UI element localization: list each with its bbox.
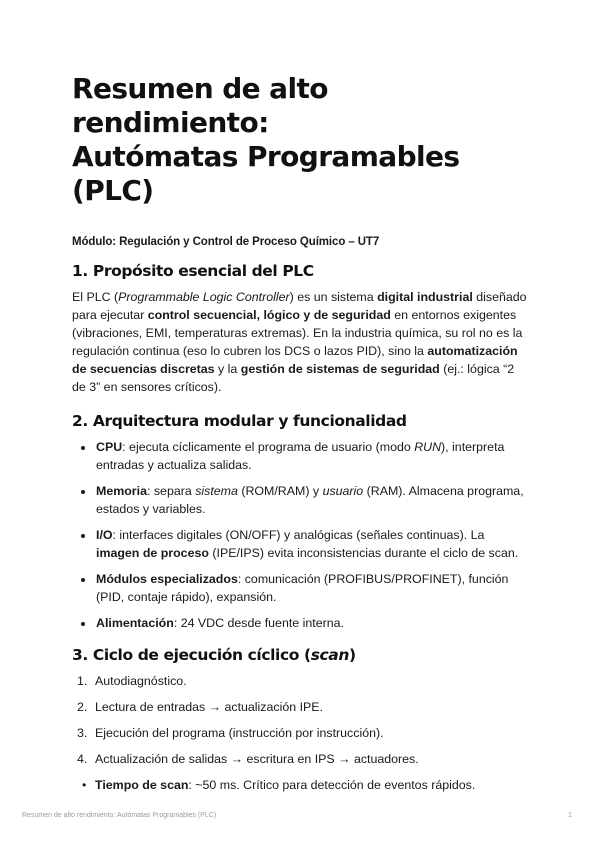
text-run: : ejecuta cíclicamente el programa de usuario (modo [122, 440, 415, 454]
title-line-3: (PLC) [72, 174, 154, 207]
section-2-heading: 2. Arquitectura modular y funcionalidad [72, 412, 407, 430]
text-run-italic: usuario [322, 484, 364, 498]
text-run-italic: Programmable Logic Controller [118, 290, 290, 304]
text-run-bold: gestión de sistemas de seguridad [240, 362, 440, 376]
scan-step-2 [77, 698, 530, 716]
document-title [72, 72, 530, 208]
step-text: Actualización de salidas → escritura en IPS → actuadores. [95, 752, 419, 766]
step-number: 3. [77, 726, 88, 740]
title-line-2: Autómatas Programables [72, 140, 460, 173]
scan-time-item [77, 776, 530, 794]
text-run: : interfaces digitales (ON/OFF) y analógicas (señales continuas). La [112, 528, 485, 542]
step-text: Lectura de entradas → actualización IPE. [95, 700, 323, 714]
list-item-io [95, 526, 530, 562]
text-run: en entornos exigentes (vibraciones, EMI, temperaturas extremas). En la industria química, su rol no es la regulación continua (eso lo cubren los DCS o lazos PID), sino la [72, 308, 523, 358]
scan-step-3 [77, 724, 530, 742]
item-label: Tiempo de scan [95, 778, 189, 792]
module-subtitle: Módulo: Regulación y Control de Proceso Químico – UT7 [72, 236, 380, 248]
step-number: 4. [77, 752, 88, 766]
page-number: 1 [568, 812, 572, 819]
section-1-heading: 1. Propósito esencial del PLC [72, 262, 314, 280]
architecture-list [72, 438, 530, 632]
step-text: Ejecución del programa (instrucción por instrucción). [95, 726, 384, 740]
scan-step-4 [77, 750, 530, 768]
list-item-cpu [95, 438, 530, 474]
title-line-1: Resumen de alto rendimiento: [72, 72, 328, 139]
text-run-italic: scan [310, 646, 349, 664]
item-label: Alimentación [96, 616, 174, 630]
step-text: Autodiagnóstico. [95, 674, 187, 688]
text-run-bold: digital industrial [377, 290, 473, 304]
text-run-bold: control secuencial, lógico y de seguridad [147, 308, 391, 322]
text-run: ), interpreta entradas y actualiza salidas. [96, 440, 505, 472]
text-run: (IPE/IPS) evita inconsistencias durante el ciclo de scan. [208, 546, 519, 560]
text-run: : ~50 ms. Crítico para detección de eventos rápidos. [188, 778, 476, 792]
list-item-memoria [95, 482, 530, 518]
scan-step-1 [77, 672, 530, 690]
step-number: 1. [77, 674, 88, 688]
section-3-heading [72, 646, 530, 664]
text-run-italic: sistema [195, 484, 238, 498]
item-label: CPU [96, 440, 123, 454]
scan-cycle-list [72, 672, 530, 794]
item-label: Módulos especializados [96, 572, 238, 586]
item-label: I/O [96, 528, 113, 542]
item-label: Memoria [96, 484, 147, 498]
text-run: El PLC ( [72, 290, 119, 304]
text-run: ) es un sistema [289, 290, 378, 304]
text-run: y la [214, 362, 241, 376]
text-run: ) [349, 646, 356, 664]
text-run-bold: imagen de proceso [96, 546, 209, 560]
step-number: 2. [77, 700, 88, 714]
text-run: 3. Ciclo de ejecución cíclico ( [72, 646, 311, 664]
text-run-bold: automatización de secuencias discretas [72, 344, 518, 376]
footer-title: Resumen de alto rendimiento: Autómatas Programables (PLC) [22, 812, 217, 819]
text-run-italic: RUN [414, 440, 442, 454]
section-1-paragraph [72, 288, 530, 396]
bullet-icon: • [82, 778, 87, 792]
text-run: (ROM/RAM) y [237, 484, 323, 498]
text-run: diseñado para ejecutar [72, 290, 527, 322]
document-page [72, 72, 530, 802]
list-item-modulos [95, 570, 530, 606]
text-run: : comunicación (PROFIBUS/PROFINET), función (PID, contaje rápido), expansión. [96, 572, 509, 604]
text-run: : separa [146, 484, 196, 498]
text-run: : 24 VDC desde fuente interna. [173, 616, 344, 630]
list-item-alimentacion [95, 614, 530, 632]
text-run: (RAM). Almacena programa, estados y variables. [96, 484, 524, 516]
text-run: (ej.: lógica “2 de 3” en sensores críticos). [72, 362, 515, 394]
